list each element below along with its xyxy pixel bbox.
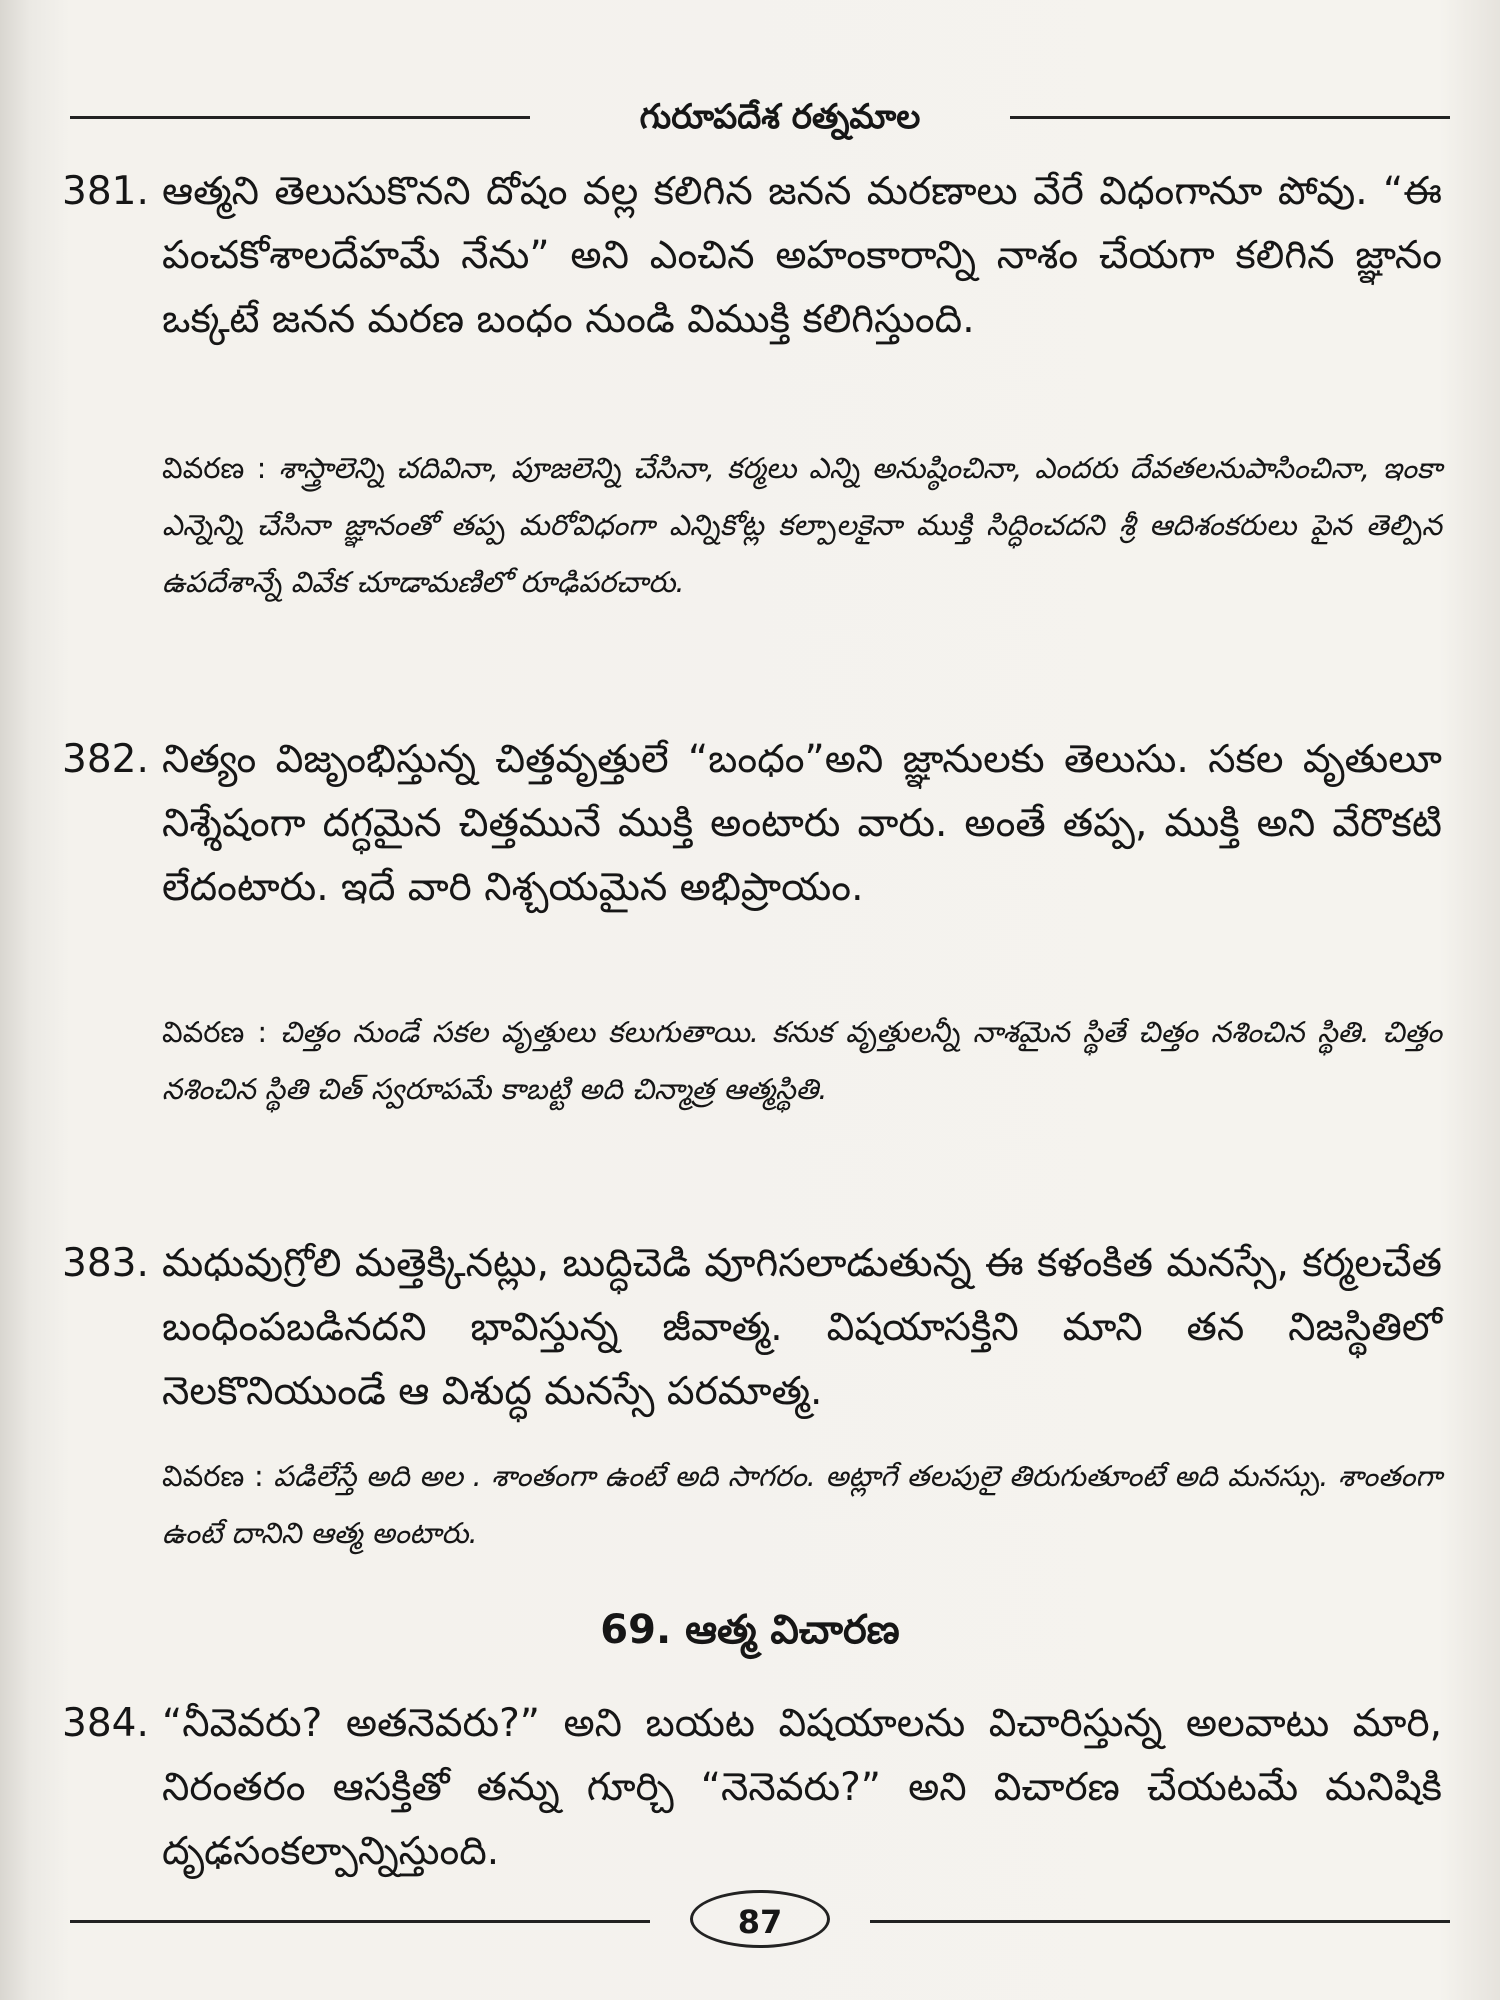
- verse-text: నిత్యం విజృంభిస్తున్న చిత్తవృత్తులే “బంధం”అని జ్ఞానులకు తెలుసు. సకల వృతులూ నిశ్శేషంగా దగ్ధమైన చిత్తమునే ముక్తి అంటారు వారు. అంతే తప్ప, ముక్తి అని వేరొకటి లేదంటారు. ఇదే వారి నిశ్చయమైన అభిప్రాయం.: [162, 737, 1442, 910]
- verse-382: [62, 728, 1442, 920]
- page-footer: [70, 1890, 1450, 1950]
- verse-383: [62, 1232, 1442, 1424]
- vivarana-text: శాస్త్రాలెన్ని చదివినా, పూజలెన్ని చేసినా, కర్మలు ఎన్ని అనుష్ఠించినా, ఎందరు దేవతలనుపాసించినా, ఇంకా ఎన్నెన్ని చేసినా జ్ఞానంతో తప్ప మరోవిధంగా ఎన్నికోట్ల కల్పాలకైనా ముక్తి సిద్ధించదని శ్రీ ఆదిశంకరులు పైన తెల్పిన ఉపదేశాన్నే వివేక చూడామణిలో రూఢిపరచారు.: [162, 451, 1443, 599]
- verse-number: 382.: [62, 737, 149, 782]
- vivarana-label: వివరణ :: [162, 1015, 268, 1049]
- verse-384: [62, 1692, 1442, 1884]
- page-number: 87: [690, 1890, 830, 1948]
- verse-number: 381.: [62, 169, 149, 214]
- verse-text: “నీవెవరు? అతనెవరు?” అని బయట విషయాలను విచారిస్తున్న అలవాటు మారి, నిరంతరం ఆసక్తితో తన్ను గూర్చి “నెనెవరు?” అని విచారణ చేయటమే మనిషికి దృఢసంకల్పాన్నిస్తుంది.: [162, 1701, 1442, 1874]
- vivarana-text: పడిలేస్తే అది అల . శాంతంగా ఉంటే అది సాగరం. అట్లాగే తలపులై తిరుగుతూంటే అది మనస్సు. శాంతంగా ఉంటే దానిని ఆత్మ అంటారు.: [162, 1459, 1442, 1550]
- header-rule-left: [70, 116, 530, 119]
- vivarana-text: చిత్తం నుండే సకల వృత్తులు కలుగుతాయి. కనుక వృత్తులన్నీ నాశమైన స్థితే చిత్తం నశించిన స్థితి. చిత్తం నశించిన స్థితి చిత్ స్వరూపమే కాబట్టి అది చిన్మాత్ర ఆత్మస్థితి.: [162, 1015, 1443, 1106]
- header-rule-right: [1010, 116, 1450, 119]
- verse-number: 383.: [62, 1241, 149, 1286]
- vivarana-label: వివరణ :: [162, 1459, 264, 1493]
- verse-text: ఆత్మని తెలుసుకొనని దోషం వల్ల కలిగిన జనన మరణాలు వేరే విధంగానూ పోవు. “ఈ పంచకోశాలదేహమే నేను” అని ఎంచిన అహంకారాన్ని నాశం చేయగా కలిగిన జ్ఞానం ఒక్కటే జనన మరణ బంధం నుండి విముక్తి కలిగిస్తుంది.: [162, 169, 1442, 342]
- vivarana-381: [162, 440, 1442, 611]
- verse-number: 384.: [62, 1701, 149, 1746]
- footer-rule-left: [70, 1920, 650, 1923]
- section-title: 69. ఆత్మ విచారణ: [600, 1607, 900, 1653]
- vivarana-382: [162, 1004, 1442, 1118]
- footer-rule-right: [870, 1920, 1450, 1923]
- vivarana-383: [162, 1448, 1442, 1562]
- verse-381: [62, 160, 1442, 352]
- verse-text: మధువుగ్రోలి మత్తెక్కినట్లు, బుద్ధిచెడి వూగిసలాడుతున్న ఈ కళంకిత మనస్సే, కర్మలచేత బంధింపబడినదని భావిస్తున్న జీవాత్మ. విషయాసక్తిని మాని తన నిజస్థితిలో నెలకొనియుండే ఆ విశుద్ధ మనస్సే పరమాత్మ.: [162, 1241, 1442, 1414]
- vivarana-label: వివరణ :: [162, 451, 267, 485]
- page-header: [70, 92, 1450, 142]
- running-title: గురూపదేశ రత్నమాల: [639, 97, 921, 137]
